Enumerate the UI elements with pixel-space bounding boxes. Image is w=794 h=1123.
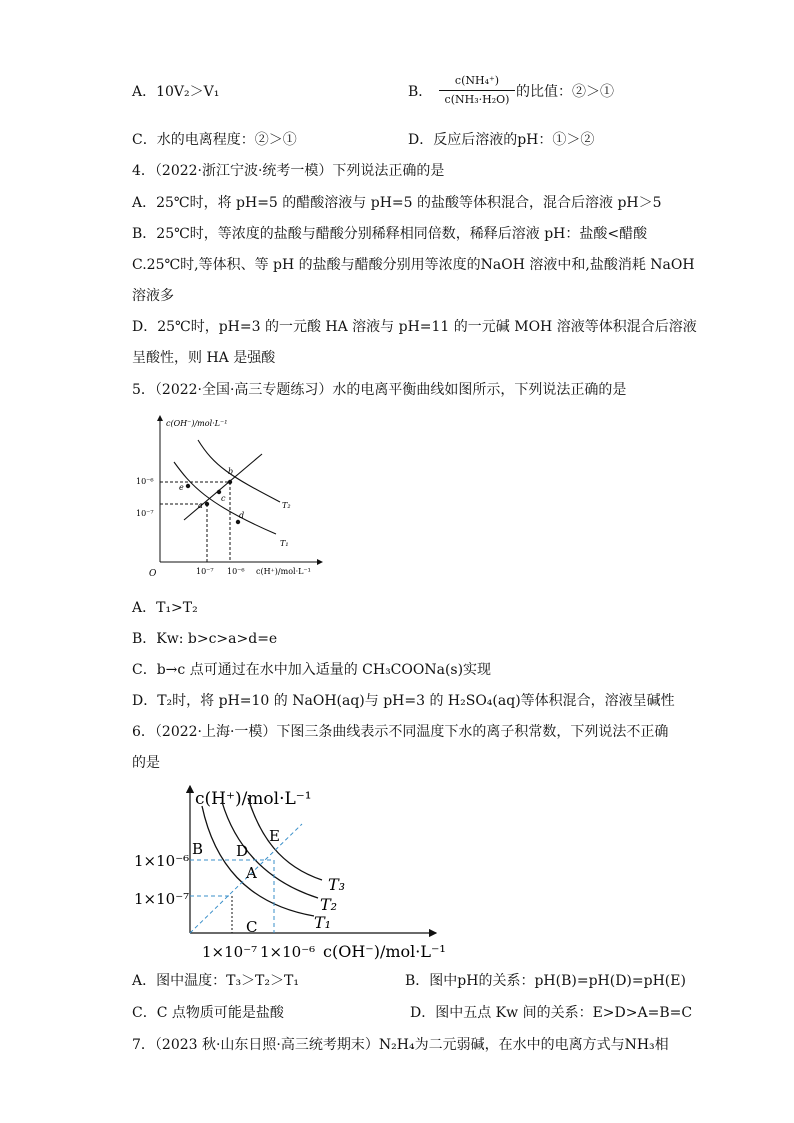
q6-option-c: C．C 点物质可能是盐酸 — [132, 1005, 284, 1021]
q4-option-c-line2: 溶液多 — [132, 288, 174, 304]
label-b: b — [228, 467, 234, 476]
x-tick-1e-6: 10⁻⁶ — [227, 567, 245, 576]
q6-stem-line2: 的是 — [132, 755, 160, 771]
q6-option-b: B．图中pH的关系：pH(B)=pH(D)=pH(E) — [405, 973, 686, 989]
point-a — [205, 502, 209, 506]
origin-label: O — [149, 569, 157, 579]
fraction-bar — [439, 90, 515, 91]
y-tick-1e-7: 1×10⁻⁷ — [134, 890, 190, 908]
y-tick-1e-7: 10⁻⁷ — [136, 509, 154, 518]
q5-option-c: C．b→c 点可通过在水中加入适量的 CH₃COONa(s)实现 — [132, 662, 492, 678]
label-e: e — [179, 483, 184, 492]
x-tick-1e-7: 10⁻⁷ — [196, 567, 214, 576]
q4-option-c-line1: C.25℃时,等体积、等 pH 的盐酸与醋酸分别用等浓度的NaOH 溶液中和,盐酸消耗 NaOH — [132, 257, 695, 273]
curve-label-t1: T₁ — [280, 539, 289, 548]
x-tick-1e-6: 1×10⁻⁶ — [260, 943, 316, 961]
q6-stem-line1: 6．（2022·上海·一模）下图三条曲线表示不同温度下水的离子积常数，下列说法不正确 — [132, 724, 669, 740]
q3-option-b-suffix: 的比值：②＞① — [516, 84, 614, 100]
x-axis-label: c(OH⁻)/mol·L⁻¹ — [323, 942, 446, 961]
label-c: c — [221, 494, 226, 503]
fraction-numerator: c(NH₄⁺) — [454, 74, 500, 87]
curve-t3 — [248, 798, 322, 880]
q3-option-c: C．水的电离程度：②＞① — [132, 132, 297, 148]
label-B: B — [192, 840, 204, 858]
point-e — [186, 484, 190, 488]
q3-option-a: A．10V₂＞V₁ — [132, 84, 220, 100]
label-A: A — [246, 864, 257, 882]
q4-option-a: A．25℃时，将 pH=5 的醋酸溶液与 pH=5 的盐酸等体积混合，混合后溶液 pH＞5 — [132, 195, 662, 211]
x-tick-1e-7: 1×10⁻⁷ — [202, 943, 258, 961]
y-axis-label: c(H⁺)/mol·L⁻¹ — [195, 789, 312, 809]
y-tick-1e-6: 10⁻⁶ — [136, 477, 154, 486]
q6-option-d: D．图中五点 Kw 间的关系：E>D>A=B=C — [410, 1005, 693, 1021]
curve-label-t2: T₂ — [320, 895, 338, 914]
figure-water-ionization-curve-1 — [130, 410, 330, 582]
y-axis-label: c(OH⁻)/mol·L⁻¹ — [166, 419, 228, 428]
q4-option-d-line1: D．25℃时，pH=3 的一元酸 HA 溶液与 pH=11 的一元碱 MOH 溶液等体积混合后溶液 — [132, 319, 697, 335]
q3-option-b-prefix: B． — [408, 84, 433, 100]
q4-stem: 4．（2022·浙江宁波·统考一模）下列说法正确的是 — [132, 163, 445, 179]
q5-option-a: A．T₁>T₂ — [132, 600, 198, 616]
q7-stem: 7．（2023 秋·山东日照·高三统考期末）N₂H₄为二元弱碱，在水中的电离方式与NH₃相 — [132, 1037, 669, 1053]
label-d: d — [239, 511, 245, 520]
label-E: E — [269, 827, 280, 845]
point-b — [228, 480, 232, 484]
curve-label-t2: T₂ — [282, 501, 291, 510]
curve-label-t1: T₁ — [314, 913, 332, 932]
fraction-denominator: c(NH₃·H₂O) — [444, 93, 510, 106]
label-C: C — [246, 918, 258, 936]
q5-option-d: D．T₂时，将 pH=10 的 NaOH(aq)与 pH=3 的 H₂SO₄(aq)等体积混合，溶液呈碱性 — [132, 693, 675, 709]
q4-option-b: B．25℃时，等浓度的盐酸与醋酸分别稀释相同倍数，稀释后溶液 pH：盐酸<醋酸 — [132, 226, 648, 242]
point-d — [236, 520, 240, 524]
q3-option-d: D．反应后溶液的pH：①＞② — [408, 132, 595, 148]
q6-option-a: A．图中温度：T₃＞T₂＞T₁ — [132, 973, 299, 989]
label-D: D — [236, 842, 249, 860]
q3-option-b-fraction — [437, 74, 517, 110]
curve-t2 — [198, 440, 280, 502]
q5-stem: 5．（2022·全国·高三专题练习）水的电离平衡曲线如图所示，下列说法正确的是 — [132, 382, 627, 398]
x-axis-label: c(H⁺)/mol·L⁻¹ — [256, 567, 311, 576]
q4-option-d-line2: 呈酸性，则 HA 是强酸 — [132, 350, 276, 366]
y-tick-1e-6: 1×10⁻⁶ — [134, 852, 190, 870]
q5-option-b: B．Kw: b>c>a>d=e — [132, 631, 278, 647]
figure-water-ionization-curve-2 — [130, 780, 450, 965]
curve-label-t3: T₃ — [328, 875, 346, 894]
label-a: a — [198, 501, 203, 510]
